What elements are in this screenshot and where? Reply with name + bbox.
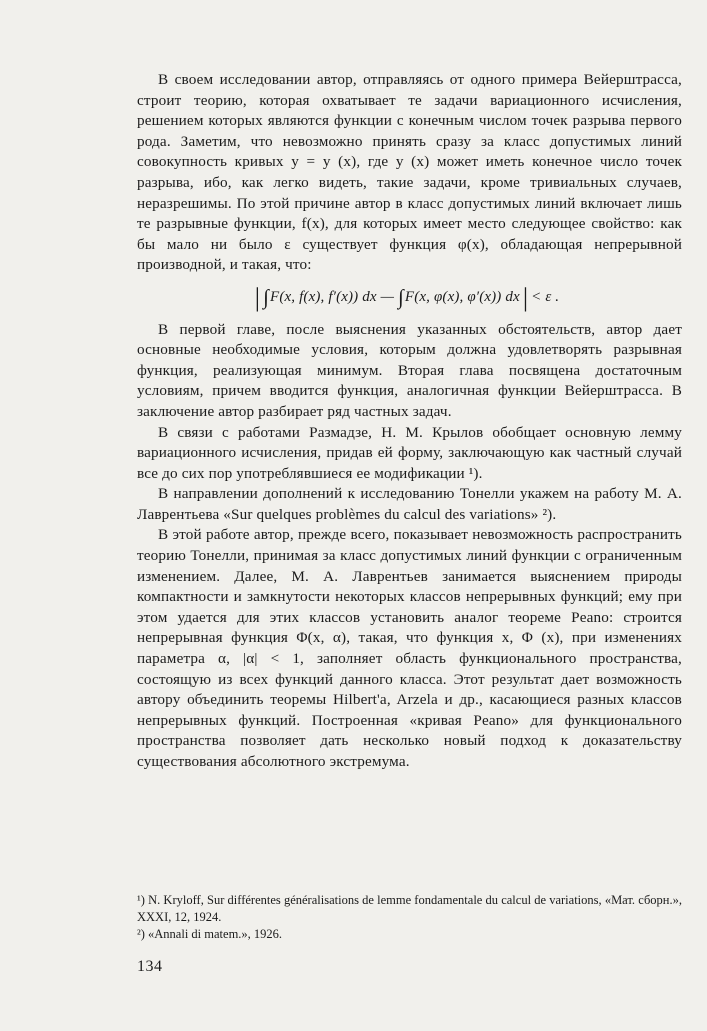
paragraph-4: В направлении дополнений к исследованию Тонелли укажем на работу М. А. Лаврентьева «Sur quelques problèmes du calcul des variations» ²). xyxy=(137,485,682,523)
paragraph-2: В первой главе, после выяснения указанных обстоятельств, автор дает основные необходимые условия, которым должна удовлетворять разрывная функция, реализующая минимум. Вторая глава посвящена достаточным условиям, причем вводится функция, аналогичная функции Вейерштрасса. В заключение автор разбирает ряд частных задач. xyxy=(137,320,682,420)
footnote-2: ²) «Annali di matem.», 1926. xyxy=(137,927,283,941)
paragraph-3: В связи с работами Размадзе, Н. М. Крылов обобщает основную лемму вариационного исчисления, придав ей форму, заключающую как частный случай все до сих пор употреблявшиеся ее модификации ¹). xyxy=(137,423,682,482)
formula-left-term: F(x, f(x), f′(x)) dx xyxy=(270,288,377,305)
footnotes xyxy=(137,892,682,943)
formula-right-term: F(x, φ(x), φ′(x)) dx xyxy=(404,288,520,305)
integral-sign-icon: ∫ xyxy=(263,284,270,309)
paragraph-5: В этой работе автор, прежде всего, показывает невозможность распространить теорию Тонелли, принимая за класс допустимых линий функции с ограниченным изменением. Далее, М. А. Лаврентьев занимается выяснением природы компактности и замкнутости некоторых классов непрерывных функций; ему при этом удается для этих классов установить аналог теореме Peano: строится непрерывная функция Φ(x, α), такая, что функция x, Φ (x), при изменениях параметра α, |α| < 1, заполняет область функционального пространства, состоящую из всех функций данного класса. Этот результат дает возможность автору объединить теоремы Hilbert'a, Arzela и др., касающиеся разных классов непрерывных функций. Построенная «кривая Peano» для функционального пространства позволяет дать несколько новый подход к доказательству существования абсолютного экстремума. xyxy=(137,526,682,770)
formula-minus: — xyxy=(380,288,395,305)
footnote-1: ¹) N. Kryloff, Sur différentes généralisations de lemme fondamentale du calcul de variations, «Мат. сборн.», XXXI, 12, 1924. xyxy=(137,893,682,924)
integral-sign-icon: ∫ xyxy=(398,284,404,309)
paragraph-1: В своем исследовании автор, отправляясь от одного примера Вейерштрасса, строит теорию, которая охватывает те задачи вариационного исчисления, решением которых являются функции с конечным числом точек разрыва первого рода. Заметим, что невозможно принять сразу за класс допустимых линий совокупность кривых y = y (x), где y (x) может иметь конечное число точек разрыва, ибо, как легко видеть, такие задачи, кроме тривиальных случаев, неразрешимы. По этой причине автор в класс допустимых линий включает лишь те разрывные функции, f(x), для которых имеет место следующее свойство: как бы мало ни было ε существует функция φ(x), обладающая непрерывной производной, и такая, что: xyxy=(137,71,682,274)
page-number: 134 xyxy=(137,958,163,975)
formula-relation: < ε . xyxy=(531,288,560,305)
integral-inequality: | ∫F(x, f(x), f′(x)) dx — ∫F(x, φ(x), φ′(x)) dx | < ε . xyxy=(254,282,560,312)
main-text xyxy=(137,70,682,773)
